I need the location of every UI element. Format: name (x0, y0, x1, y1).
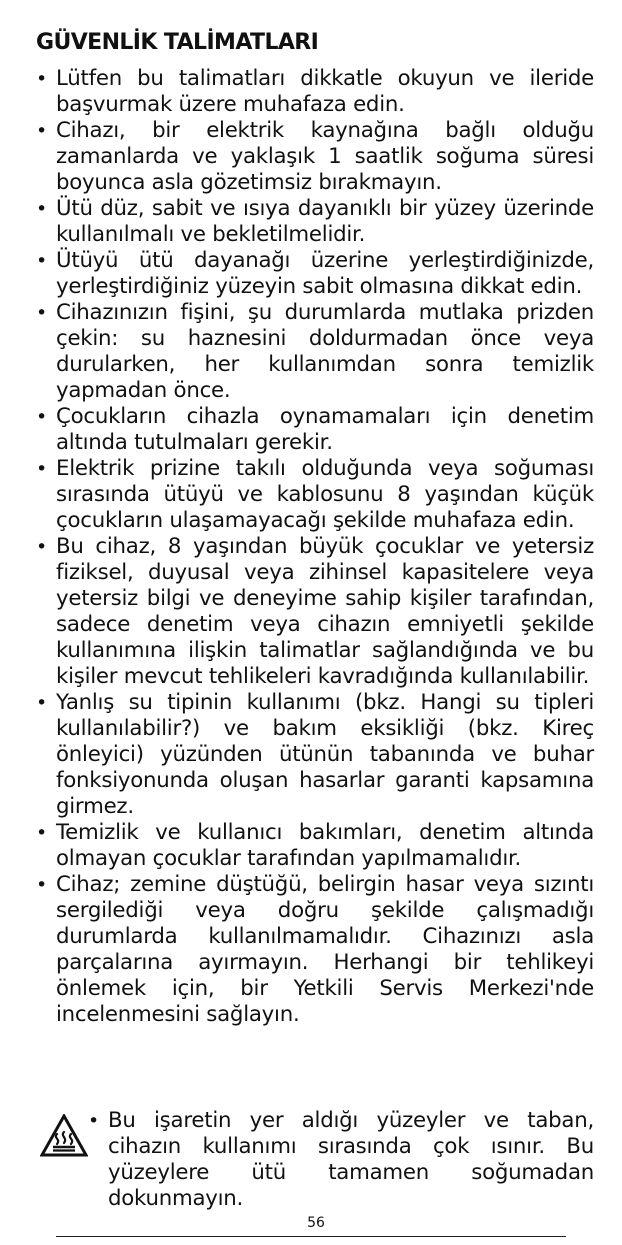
bullet-icon: • (36, 198, 47, 220)
list-item-text: Cihazı, bir elektrik kaynağına bağlı olduğu zamanlarda ve yaklaşık 1 saatlik soğuma süresi boyunca asla gözetimsiz bırakmayın. (56, 118, 594, 195)
bullet-icon: • (36, 692, 47, 714)
bullet-icon: • (36, 458, 47, 480)
bullet-icon: • (36, 68, 47, 90)
bullet-icon: • (36, 120, 47, 142)
list-item-text: Lütfen bu talimatları dikkatle okuyun ve ileride başvurmak üzere muhafaza edin. (56, 66, 594, 117)
bullet-icon: • (36, 406, 47, 428)
bullet-icon: • (36, 250, 47, 272)
list-item (36, 248, 594, 300)
bullet-icon: • (36, 302, 47, 324)
page-title: GÜVENLİK TALİMATLARI (36, 30, 319, 55)
list-item (36, 300, 594, 404)
list-item (36, 66, 594, 118)
list-item-text: Ütü düz, sabit ve ısıya dayanıklı bir yüzey üzerinde kullanılmalı ve bekletilmelidir. (56, 196, 594, 247)
list-item (36, 456, 594, 534)
warning-text: Bu işaretin yer aldığı yüzeyler ve taban, cihazın kullanımı sırasında çok ısınır. Bu yüzeylere ütü tamamen soğumadan dokunmayın. (108, 1108, 594, 1211)
list-item (36, 196, 594, 248)
list-item (36, 118, 594, 196)
list-item-text: Çocukların cihazla oynamamaları için denetim altında tutulmaları gerekir. (56, 404, 594, 455)
bullet-icon: • (88, 1110, 99, 1132)
list-item-text: Bu cihaz, 8 yaşından büyük çocuklar ve yetersiz fiziksel, duyusal veya zihinsel kapasitelere veya yetersiz bilgi ve deneyime sahip kişiler tarafından, sadece denetim veya cihazın emniyetli şekilde kullanımına ilişkin talimatlar sağlandığında ve bu kişiler mevcut tehlikeleri kavradığında kullanılabilir. (56, 534, 594, 689)
list-item-text: Cihazınızın fişini, şu durumlarda mutlaka prizden çekin: su haznesini doldurmadan önce veya durularken, her kullanımdan sonra temizlik yapmadan önce. (56, 300, 594, 403)
list-item-text: Ütüyü ütü dayanağı üzerine yerleştirdiğinizde, yerleştirdiğiniz yüzeyin sabit olmasına dikkat edin. (56, 248, 594, 299)
hot-surface-warning (36, 1108, 594, 1218)
list-item (36, 690, 594, 820)
warning-text-block (88, 1108, 594, 1212)
bullet-icon: • (36, 822, 47, 844)
list-item-text: Elektrik prizine takılı olduğunda veya soğuması sırasında ütüyü ve kablosunu 8 yaşından küçük çocukların ulaşamayacağı şekilde muhafaza edin. (56, 456, 594, 533)
list-item-text: Temizlik ve kullanıcı bakımları, denetim altında olmayan çocuklar tarafından yapılmamalıdır. (56, 820, 594, 871)
bullet-icon: • (36, 536, 47, 558)
list-item (36, 872, 594, 1028)
page-number: 56 (307, 1215, 325, 1231)
bullet-icon: • (36, 874, 47, 896)
safety-instructions-list (36, 66, 594, 1028)
hot-surface-warning-icon (40, 1114, 88, 1158)
list-item (36, 820, 594, 872)
bottom-rule (56, 1236, 566, 1237)
list-item (36, 404, 594, 456)
list-item-text: Cihaz; zemine düştüğü, belirgin hasar veya sızıntı sergilediği veya doğru şekilde çalışmadığı durumlarda kullanılmamalıdır. Cihazınızı asla parçalarına ayırmayın. Herhangi bir tehlikeyi önlemek için, bir Yetkili Servis Merkezi'nde incelenmesini sağlayın. (56, 872, 594, 1027)
list-item (36, 534, 594, 690)
list-item-text: Yanlış su tipinin kullanımı (bkz. Hangi su tipleri kullanılabilir?) ve bakım eksikliği (bkz. Kireç önleyici) yüzünden ütünün tabanında ve buhar fonksiyonunda oluşan hasarlar garanti kapsamına girmez. (56, 690, 594, 819)
